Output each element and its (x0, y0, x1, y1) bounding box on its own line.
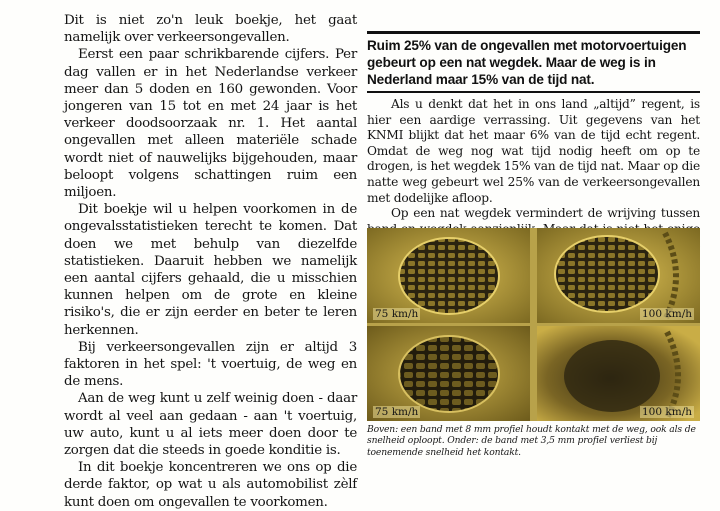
factors-paragraph: Bij verkeersongevallen zijn er altijd 3 faktoren in het spel: 't voertuig, de weg en de mens. (64, 339, 357, 390)
rain-statistics-paragraph: Als u denkt dat het in ons land „altijd” regent, is hier een aardige verrassing. Uit gegevens van het KNMI blijkt dat het maar 6% van de tijd echt regent. Omdat de weg nog wat tijd nodig heeft om op te drogen, is het wegdek 15% van de tijd nat. Maar op die natte weg gebeurt wel 25% van de verkeersongevallen met dodelijke afloop. (367, 97, 700, 205)
tire-photo (367, 326, 530, 421)
section-headline: Ruim 25% van de ongevallen met motorvoertuigen gebeurt op een nat wegdek. Maar de weg is in Nederland maar 15% van de tijd nat. (367, 38, 687, 87)
wet-road-paragraph: Op een nat wegdek vermindert de wrijving tussen (391, 206, 700, 221)
focus-paragraph: In dit boekje koncentreren we ons op die derde faktor, op wat u als automobilist zèlf kunt doen om ongevallen te voorkomen. (64, 460, 357, 510)
purpose-paragraph: Dit boekje wil u helpen voorkomen in de ongevalsstatistieken terecht te komen. Dat doen we met behulp van diezelfde statistieken. Daaruit hebben we namelijk een aantal cijfers gehaald, die u misschien kunnen helpen om de grote en kleine risiko's, die er zijn eerder en beter te leren herkennen. (64, 202, 357, 338)
speed-label: 75 km/h (375, 406, 419, 418)
tire-photo (537, 326, 700, 421)
road-vehicle-paragraph: Aan de weg kunt u zelf weinig doen - daar wordt al veel aan gedaan - aan 't voertuig, uw auto, kunt u al iets meer doen door te zorgen dat die steeds in goede konditie is. (64, 391, 357, 459)
tire-photo (367, 228, 530, 323)
left-column (64, 12, 357, 511)
statistics-paragraph: Eerst een paar schrikbarende cijfers. Per dag vallen er in het Nederlandse verkeer meer dan 5 doden en 160 gewonden. Voor jongeren van 15 tot en met 24 jaar is het verkeer doodsoorzaak nr. 1. Het aantal ongevallen met alleen materiële schade wordt niet of nauwelijks bijgehouden, maar beloopt volgens schattingen ruim een miljoen. (64, 47, 357, 201)
speed-label: 100 km/h (642, 406, 692, 418)
speed-label: 75 km/h (375, 308, 419, 320)
tire-photo (537, 228, 700, 323)
headline-top-rule (367, 31, 700, 34)
intro-paragraph: Dit is niet zo'n leuk boekje, het gaat namelijk over verkeersongevallen. (64, 13, 357, 46)
headline-bottom-rule (367, 91, 700, 93)
speed-label: 100 km/h (642, 308, 692, 320)
tire-photo-grid (367, 228, 700, 421)
photo-caption: Boven: een band met 8 mm profiel houdt kontakt met de weg, ook als de snelheid oploopt. Onder: de band met 3,5 mm profiel verliest bij toenemende snelheid het kontakt. (367, 424, 696, 458)
